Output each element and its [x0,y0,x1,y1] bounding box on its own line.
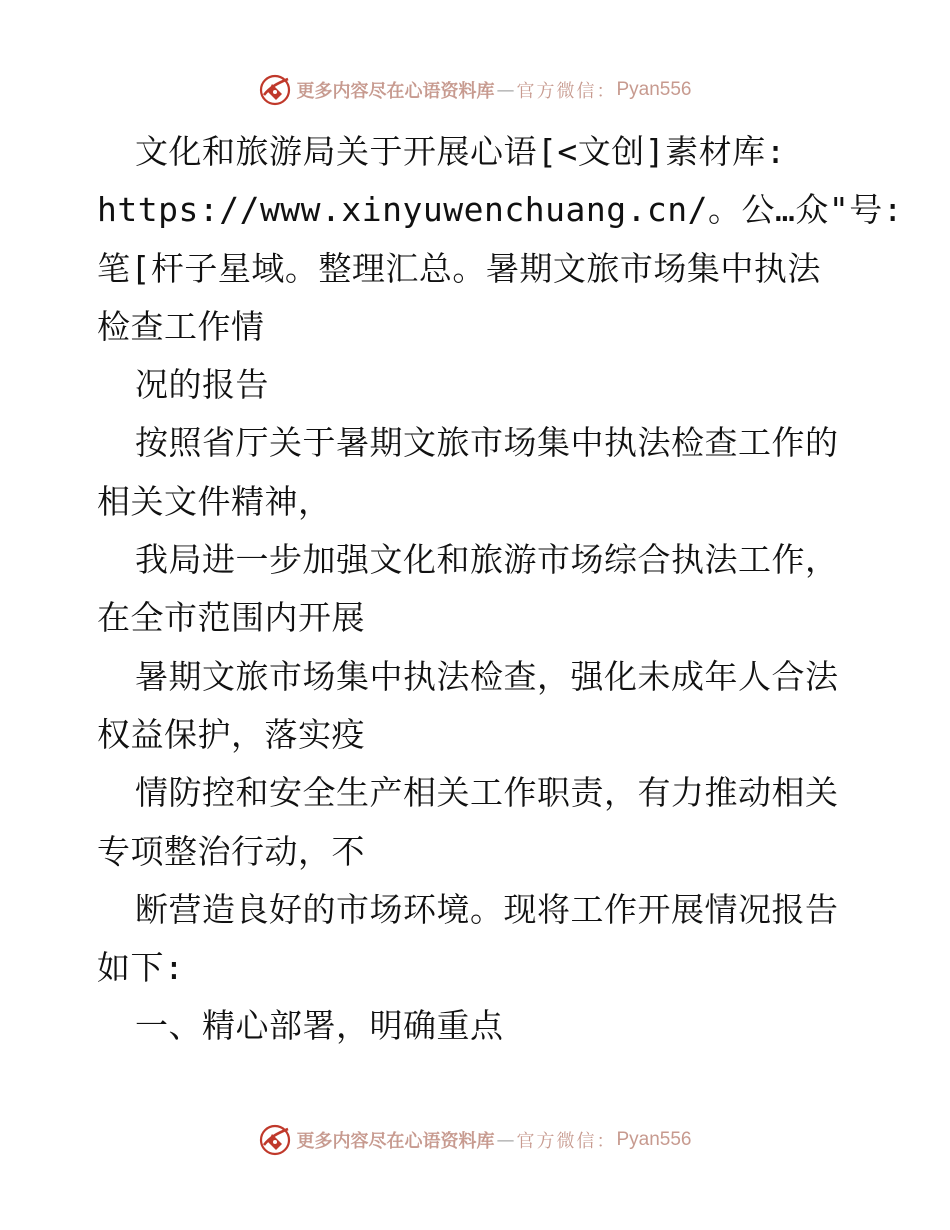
text-line: 相关文件精神， [97,481,332,521]
text-line: 我局进一步加强文化和旅游市场综合执法工作， [135,540,839,580]
watermark-wechat-label: 官方微信： [516,1131,617,1152]
text-line: 况的报告 [135,365,269,405]
text-line: 笔[杆子星域。整理汇总。暑期文旅市场集中执法 [97,248,821,288]
text-line: https://www.xinyuwenchuang.cn/。公…众"号: [97,190,904,230]
text-line: 如下: [97,948,185,988]
watermark-wechat-label: 官方微信： [516,81,617,102]
watermark-slogan: 更多内容尽在心语资料库 [296,81,495,102]
pen-nib-logo-icon [258,1123,292,1157]
text-line: 专项整治行动，不 [97,831,365,871]
watermark-separator: — [496,79,515,101]
watermark-separator: — [496,1129,515,1151]
text-line: 权益保护，落实疫 [97,714,365,754]
section-heading: 一、精心部署，明确重点 [135,1006,504,1046]
text-line: 文化和旅游局关于开展心语[<文创]素材库: [135,132,786,171]
footer-watermark [0,1122,950,1158]
header-watermark [0,72,950,108]
document-body [97,123,904,1056]
text-line: 在全市范围内开展 [97,598,365,638]
watermark-wechat-id: Pyan556 [616,79,692,100]
text-line: 检查工作情 [97,306,265,346]
pen-nib-logo-icon [258,73,292,107]
text-line: 断营造良好的市场环境。现将工作开展情况报告 [135,889,839,929]
text-line: 情防控和安全生产相关工作职责，有力推动相关 [135,773,839,813]
text-line: 按照省厅关于暑期文旅市场集中执法检查工作的 [135,423,839,463]
watermark-slogan: 更多内容尽在心语资料库 [296,1131,495,1152]
text-line: 暑期文旅市场集中执法检查，强化未成年人合法 [135,656,839,696]
watermark-wechat-id: Pyan556 [616,1129,692,1150]
